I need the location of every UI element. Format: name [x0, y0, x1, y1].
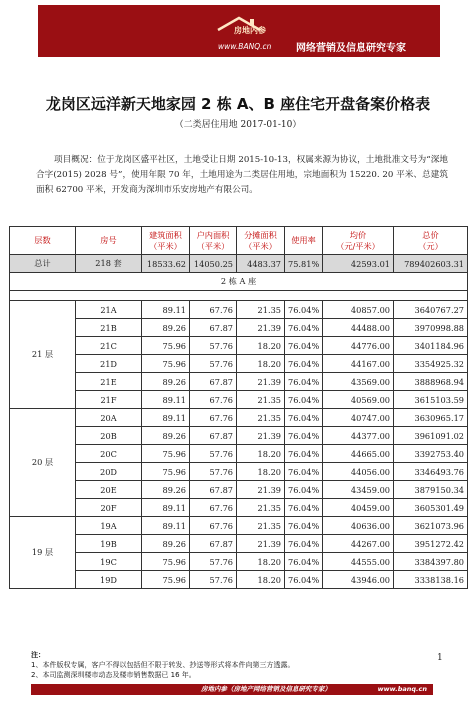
note-item-2: 2、本司监测深圳楼市动态及楼市销售数据已 16 年。 [31, 671, 196, 679]
avg-price: 43569.00 [323, 373, 394, 391]
table-row [10, 481, 468, 499]
column-header [323, 227, 394, 255]
total-price: 3951272.42 [394, 535, 468, 553]
shared-area: 21.35 [237, 391, 285, 409]
usage-rate: 76.04% [285, 535, 323, 553]
column-header [142, 227, 190, 255]
inner-area: 57.76 [190, 445, 237, 463]
inner-area: 57.76 [190, 463, 237, 481]
table-row [10, 337, 468, 355]
total-row [10, 255, 468, 273]
total-price: 3970998.88 [394, 319, 468, 337]
usage-rate: 76.04% [285, 391, 323, 409]
total-inner-area: 14050.25 [190, 255, 237, 273]
shared-area: 18.20 [237, 571, 285, 589]
project-overview: 项目概况：位于龙岗区盛平社区，土地受让日期 2015-10-13，权属来源为协议，土地批准文号为“深地合字(2015) 2028 号”，使用年限 70 年，土地用途为二类居住用地，宗地面积为 15220. 20 平米、总建筑面积 62700 平米，开发商为深圳市乐安房地产有限公司。 [36, 155, 448, 195]
total-price: 3384397.80 [394, 553, 468, 571]
total-label: 总计 [10, 255, 76, 273]
page-title: 龙岗区远洋新天地家园 2 栋 A、B 座住宅开盘备案价格表 [45, 95, 431, 113]
column-header-line: （平米） [244, 240, 277, 251]
building-area: 75.96 [142, 571, 190, 589]
unit-number: 19D [76, 571, 142, 589]
building-area: 89.26 [142, 319, 190, 337]
total-price: 3879150.34 [394, 481, 468, 499]
building-area: 89.11 [142, 391, 190, 409]
unit-number: 21A [76, 301, 142, 319]
note-item-1: 1、本件版权专属，客户不得以包括但不限于转发、抄送等形式将本件向第三方透露。 [31, 661, 295, 669]
shared-area: 18.20 [237, 355, 285, 373]
unit-number: 19C [76, 553, 142, 571]
inner-area: 57.76 [190, 553, 237, 571]
notes-title: 注： [31, 651, 45, 659]
building-area: 89.26 [142, 535, 190, 553]
column-header [190, 227, 237, 255]
usage-rate: 76.04% [285, 463, 323, 481]
shared-area: 18.20 [237, 337, 285, 355]
usage-rate: 76.04% [285, 481, 323, 499]
usage-rate: 76.04% [285, 445, 323, 463]
avg-price: 43946.00 [323, 571, 394, 589]
usage-rate: 76.04% [285, 499, 323, 517]
avg-price: 40636.00 [323, 517, 394, 535]
inner-area: 67.76 [190, 301, 237, 319]
column-header [10, 227, 76, 255]
column-header-line: 建筑面积 [149, 229, 182, 240]
unit-number: 20E [76, 481, 142, 499]
usage-rate: 76.04% [285, 409, 323, 427]
table-row [10, 463, 468, 481]
usage-rate: 76.04% [285, 301, 323, 319]
footer-bar [31, 684, 433, 695]
footer-url[interactable]: www.banq.cn [377, 685, 427, 693]
avg-price: 40857.00 [323, 301, 394, 319]
building-area: 89.11 [142, 409, 190, 427]
unit-number: 20D [76, 463, 142, 481]
table-row [10, 427, 468, 445]
header-banner [38, 5, 440, 57]
avg-price: 40459.00 [323, 499, 394, 517]
column-header-line: 总价 [422, 229, 439, 240]
unit-number: 21C [76, 337, 142, 355]
footer-text: 房地内参（房地产网络营销及信息研究专家） [201, 685, 331, 693]
total-price: 3888968.94 [394, 373, 468, 391]
column-header-line: 使用率 [291, 235, 316, 245]
total-price: 3630965.17 [394, 409, 468, 427]
table-row [10, 301, 468, 319]
usage-rate: 76.04% [285, 553, 323, 571]
avg-price: 44555.00 [323, 553, 394, 571]
avg-price: 40569.00 [323, 391, 394, 409]
usage-rate: 76.04% [285, 427, 323, 445]
inner-area: 67.76 [190, 391, 237, 409]
table-row [10, 535, 468, 553]
table-row [10, 409, 468, 427]
inner-area: 67.87 [190, 427, 237, 445]
brand-slogan: 网络营销及信息研究专家 [296, 43, 406, 54]
table-row [10, 373, 468, 391]
inner-area: 67.76 [190, 499, 237, 517]
shared-area: 21.39 [237, 481, 285, 499]
column-header-line: 户内面积 [196, 229, 230, 240]
column-header-line: 均价 [349, 229, 367, 240]
price-table [9, 226, 468, 589]
usage-rate: 76.04% [285, 355, 323, 373]
column-header-line: （元） [418, 240, 443, 251]
usage-rate: 76.04% [285, 571, 323, 589]
shared-area: 18.20 [237, 445, 285, 463]
floor-label: 19 层 [10, 517, 76, 589]
shared-area: 21.39 [237, 535, 285, 553]
inner-area: 67.87 [190, 319, 237, 337]
building-area: 89.26 [142, 373, 190, 391]
unit-number: 20A [76, 409, 142, 427]
section-row [10, 273, 468, 291]
inner-area: 57.76 [190, 337, 237, 355]
page-subtitle: （二类居住用地 2017-01-10） [174, 120, 302, 130]
column-header-line: （平米） [196, 240, 230, 251]
building-area: 75.96 [142, 553, 190, 571]
unit-number: 19A [76, 517, 142, 535]
total-total-price: 789402603.31 [394, 255, 468, 273]
unit-number: 19B [76, 535, 142, 553]
avg-price: 44167.00 [323, 355, 394, 373]
column-header-line: 层数 [34, 235, 51, 245]
usage-rate: 76.04% [285, 373, 323, 391]
column-header [76, 227, 142, 255]
column-header-line: 分摊面积 [244, 229, 277, 240]
total-price: 3961091.02 [394, 427, 468, 445]
shared-area: 21.39 [237, 319, 285, 337]
column-header-line: 房号 [100, 235, 117, 245]
total-units: 218 套 [76, 255, 142, 273]
inner-area: 67.87 [190, 535, 237, 553]
total-price: 3640767.27 [394, 301, 468, 319]
building-area: 75.96 [142, 355, 190, 373]
unit-number: 21B [76, 319, 142, 337]
building-area: 89.11 [142, 499, 190, 517]
notes-section [31, 650, 433, 684]
building-area: 89.26 [142, 481, 190, 499]
shared-area: 21.35 [237, 499, 285, 517]
building-area: 89.26 [142, 427, 190, 445]
total-price: 3615103.59 [394, 391, 468, 409]
avg-price: 43459.00 [323, 481, 394, 499]
price-table-body [10, 255, 468, 589]
building-area: 75.96 [142, 337, 190, 355]
total-price: 3338138.16 [394, 571, 468, 589]
unit-number: 21D [76, 355, 142, 373]
spacer-row [10, 291, 468, 301]
unit-number: 20F [76, 499, 142, 517]
inner-area: 67.87 [190, 373, 237, 391]
building-area: 75.96 [142, 445, 190, 463]
total-price: 3392753.40 [394, 445, 468, 463]
avg-price: 44377.00 [323, 427, 394, 445]
usage-rate: 76.04% [285, 517, 323, 535]
avg-price: 44056.00 [323, 463, 394, 481]
table-row [10, 391, 468, 409]
total-avg-price: 42593.01 [323, 255, 394, 273]
floor-label: 21 层 [10, 301, 76, 409]
column-header [285, 227, 323, 255]
unit-number: 21E [76, 373, 142, 391]
column-header [394, 227, 468, 255]
shared-area: 18.20 [237, 553, 285, 571]
table-row [10, 553, 468, 571]
unit-number: 21F [76, 391, 142, 409]
avg-price: 44665.00 [323, 445, 394, 463]
spacer-cell [10, 291, 468, 301]
total-shared-area: 4483.37 [237, 255, 285, 273]
shared-area: 18.20 [237, 463, 285, 481]
usage-rate: 76.04% [285, 319, 323, 337]
column-header [237, 227, 285, 255]
avg-price: 40747.00 [323, 409, 394, 427]
column-header-line: （元/平米） [336, 240, 380, 251]
table-row [10, 571, 468, 589]
page-number: 1 [437, 653, 443, 663]
total-price: 3354925.32 [394, 355, 468, 373]
column-header-line: （平米） [149, 240, 182, 251]
usage-rate: 76.04% [285, 337, 323, 355]
brand-name: 房地内参 [234, 26, 266, 35]
building-area: 75.96 [142, 463, 190, 481]
table-row [10, 355, 468, 373]
unit-number: 20C [76, 445, 142, 463]
price-table-header [10, 227, 468, 255]
total-price: 3401184.96 [394, 337, 468, 355]
total-usage-rate: 75.81% [285, 255, 323, 273]
total-price: 3605301.49 [394, 499, 468, 517]
inner-area: 57.76 [190, 571, 237, 589]
section-label: 2 栋 A 座 [10, 273, 468, 291]
unit-number: 20B [76, 427, 142, 445]
shared-area: 21.35 [237, 517, 285, 535]
table-row [10, 319, 468, 337]
avg-price: 44776.00 [323, 337, 394, 355]
inner-area: 67.76 [190, 517, 237, 535]
table-row [10, 445, 468, 463]
shared-area: 21.39 [237, 427, 285, 445]
shared-area: 21.35 [237, 409, 285, 427]
table-row [10, 517, 468, 535]
avg-price: 44267.00 [323, 535, 394, 553]
total-price: 3346493.76 [394, 463, 468, 481]
total-building-area: 18533.62 [142, 255, 190, 273]
building-area: 89.11 [142, 517, 190, 535]
brand-url[interactable]: www.BANQ.cn [218, 42, 272, 51]
inner-area: 57.76 [190, 355, 237, 373]
shared-area: 21.35 [237, 301, 285, 319]
building-area: 89.11 [142, 301, 190, 319]
floor-label: 20 层 [10, 409, 76, 517]
total-price: 3621073.96 [394, 517, 468, 535]
shared-area: 21.39 [237, 373, 285, 391]
avg-price: 44488.00 [323, 319, 394, 337]
table-row [10, 499, 468, 517]
inner-area: 67.87 [190, 481, 237, 499]
inner-area: 67.76 [190, 409, 237, 427]
